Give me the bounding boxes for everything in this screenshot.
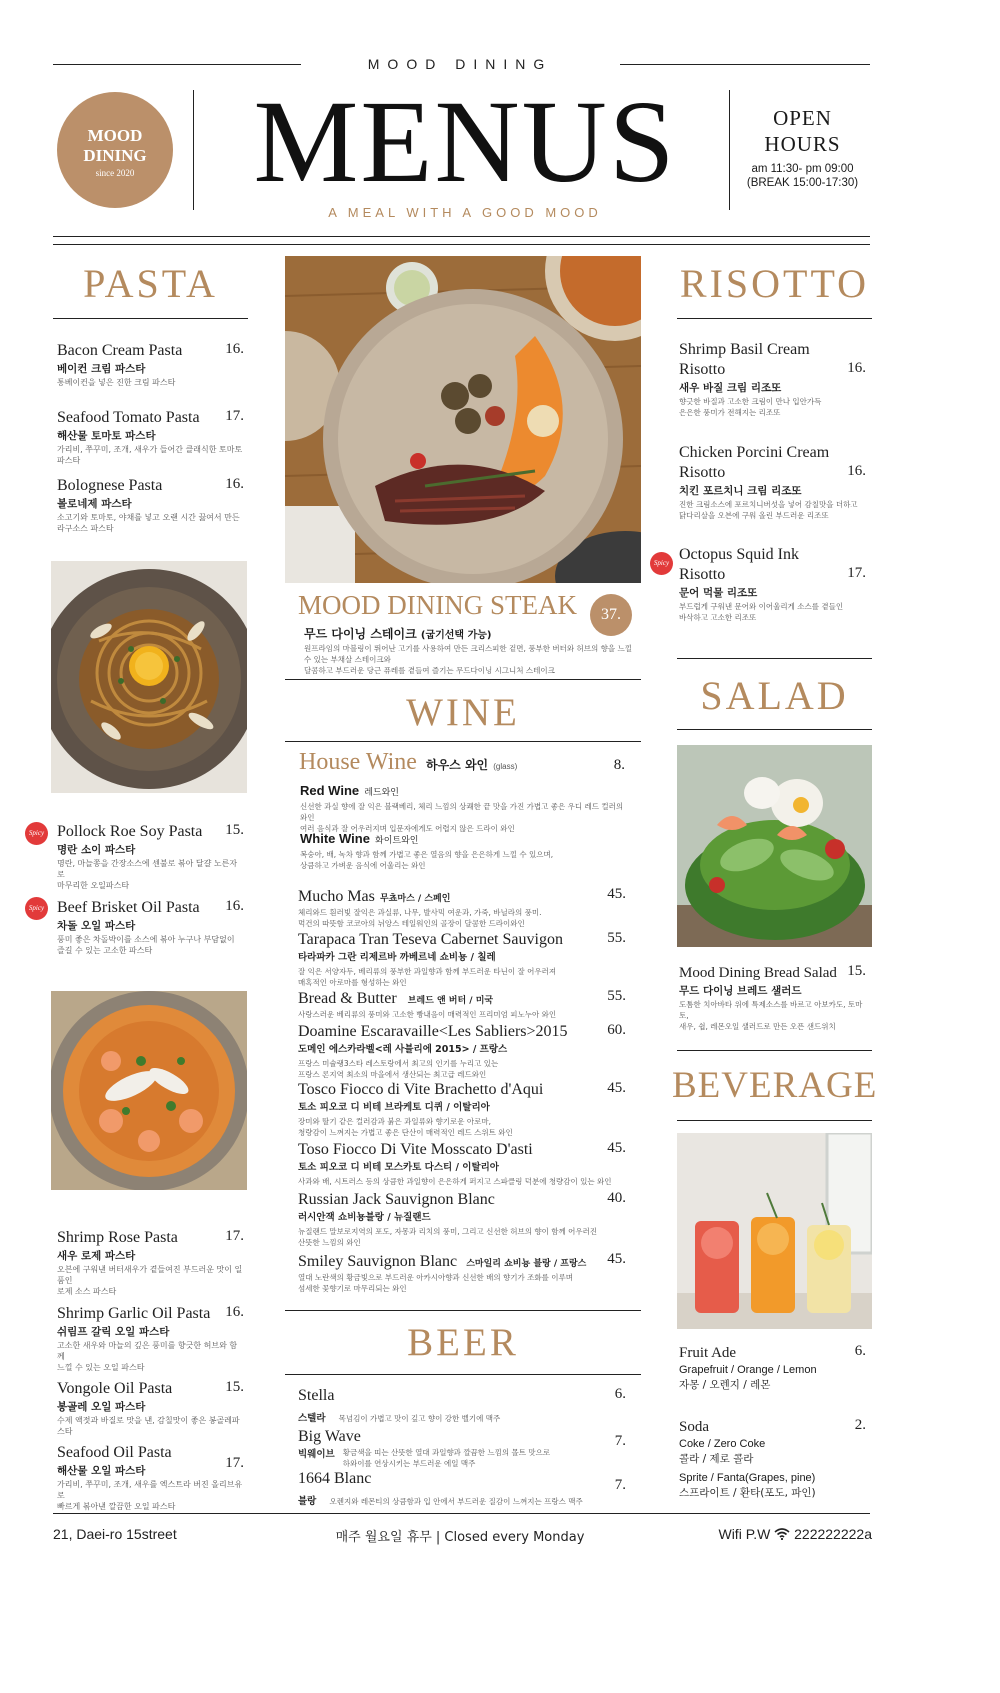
item-sub: Sprite / Fanta(Grapes, pine) xyxy=(679,1472,816,1484)
spicy-badge: Spicy xyxy=(650,552,673,575)
item-desc: 목넘김이 가볍고 맛이 깊고 향이 강한 벨기에 맥주 xyxy=(338,1414,501,1423)
item-name-ko: 새우 바질 크림 리조또 xyxy=(679,382,782,394)
beverage-photo xyxy=(677,1133,872,1329)
item-name-ko: 브레드 앤 버터 / 미국 xyxy=(407,996,494,1006)
wine-item-6 xyxy=(298,1140,626,1187)
wine-title: WINE xyxy=(406,691,520,734)
item-desc: 진한 크림소스에 포르치니버섯을 넣어 감칠맛을 더하고 닭다리살을 오븐에 구워 올린 부드러운 리조또 xyxy=(679,500,858,520)
item-price: 15. xyxy=(225,822,244,838)
fruit-ade-item xyxy=(679,1343,866,1393)
wine-item-5 xyxy=(298,1080,626,1138)
item-name: Pollock Roe Soy Pasta xyxy=(57,823,203,840)
spicy-badge: Spicy xyxy=(25,897,48,920)
item-desc: 가리비, 쭈꾸미, 조개, 새우가 들어간 클래식한 토마토 파스타 xyxy=(57,445,243,465)
wifi-icon xyxy=(774,1527,790,1543)
steak-price: 37. xyxy=(601,606,621,623)
item-price: 16. xyxy=(225,341,244,357)
red-wine-desc: 신선한 과실 향에 잘 익은 블랙베리, 체리 느낌의 상쾌한 끝 맛을 가진 가볍고 좋은 우디 레드 컬러의 와인 여러 음식과 잘 어우러지며 입문자에게도 어렵지 않은 드라이 와인 xyxy=(300,802,624,833)
item-name-ko: 무쵸마스 / 스페인 xyxy=(379,894,451,904)
open-line1: OPEN xyxy=(773,106,832,130)
item-name-ko: 해산물 토마토 파스타 xyxy=(57,430,156,442)
item-name: Bread & Butter xyxy=(298,990,397,1007)
item-name-ko: 새우 로제 파스타 xyxy=(57,1250,136,1262)
steak-title: MOOD DINING STEAK xyxy=(298,590,577,620)
wine-item-3 xyxy=(298,988,626,1020)
item-name-ko: 해산물 오일 파스타 xyxy=(57,1465,146,1477)
item-desc: 잘 익은 서양자두, 베리류의 풍부한 과일향과 함께 부드러운 타닌이 잘 어우러져 매혹적인 아로마를 형성하는 와인 xyxy=(298,967,557,987)
badge-line2: DINING xyxy=(83,146,147,165)
item-name: Russian Jack Sauvignon Blanc xyxy=(298,1191,495,1208)
house-wine-en: House Wine xyxy=(299,749,417,775)
item-name-ko: 스마일리 쇼비뇽 블랑 / 프랑스 xyxy=(466,1259,587,1269)
footer-closed: 매주 월요일 휴무 | Closed every Monday xyxy=(335,1530,585,1545)
open-line2: HOURS xyxy=(764,132,841,156)
pasta-item-9 xyxy=(57,1443,244,1512)
page-title: MENUS xyxy=(253,76,677,207)
item-name-ko: 토소 피오코 디 비테 브라케토 디퀴 / 이탈리아 xyxy=(298,1102,490,1113)
item-name: Smiley Sauvignon Blanc xyxy=(298,1253,458,1270)
item-name: Bolognese Pasta xyxy=(57,477,163,494)
soda-item xyxy=(679,1417,866,1501)
beer-item-3 xyxy=(298,1469,626,1510)
item-name-ko: 콜라 / 제로 콜라 xyxy=(679,1453,754,1465)
wine-item-2 xyxy=(298,930,626,988)
salad-photo xyxy=(677,745,872,947)
pasta-photo-2 xyxy=(51,991,247,1190)
item-name: Seafood Oil Pasta xyxy=(57,1444,172,1461)
item-price: 17. xyxy=(847,565,866,581)
item-desc: 풍미 좋은 차돌박이를 소스에 볶아 누구나 부담없이 즐길 수 있는 고소한 파스타 xyxy=(57,935,235,955)
item-name-ko: 베이컨 크림 파스타 xyxy=(57,363,146,375)
pasta-item-4 xyxy=(57,822,244,891)
item-price: 15. xyxy=(847,963,866,979)
item-desc: 프랑스 미슐랭3스타 레스토랑에서 최고의 인기를 누리고 있는 프랑스 론지역 최소의 마을에서 생산되는 최고급 레드와인 xyxy=(298,1059,499,1079)
item-desc: 명란, 마늘쫑을 간장소스에 센불로 볶아 달걀 노른자로 마무리한 오일파스타 xyxy=(57,859,238,890)
item-price: 40. xyxy=(607,1190,626,1206)
item-name-ko: 치킨 포르치니 크림 리조또 xyxy=(679,485,802,497)
house-wine-ko: 하우스 와인 xyxy=(426,758,489,772)
item-desc: 체리와드 흰러빛 잘익은 과실류, 나무, 발사믹 여운과, 가죽, 바닐라의 풍미. 먹건의 따뜻함 코코아의 뉘앙스 테일워인의 골장이 달콤한 드라이와인 xyxy=(298,908,542,928)
item-name-line2: Risotto xyxy=(679,361,726,378)
footer-wifi xyxy=(700,1526,872,1543)
item-name-ko: 스텔라 xyxy=(298,1413,326,1424)
item-name-ko: 도메인 에스카라벨<레 사블리에 2015> / 프랑스 xyxy=(298,1044,508,1055)
pasta-item-8 xyxy=(57,1379,244,1437)
pasta-item-3 xyxy=(57,476,244,534)
item-price: 17. xyxy=(225,1228,244,1244)
item-name: Bacon Cream Pasta xyxy=(57,342,183,359)
pasta-item-5 xyxy=(57,898,244,956)
item-name-ko: 문어 먹물 리조또 xyxy=(679,587,758,599)
pasta-item-7 xyxy=(57,1304,244,1373)
item-name: Mucho Mas xyxy=(298,888,375,905)
red-wine xyxy=(300,780,630,834)
item-name: Toso Fiocco Di Vite Mosscato D'asti xyxy=(298,1141,533,1158)
item-name-line2: Risotto xyxy=(679,566,726,583)
item-name: Shrimp Garlic Oil Pasta xyxy=(57,1305,211,1322)
item-desc: 오렌지와 레몬티의 상큼함과 입 안에서 부드러운 질감이 느껴지는 프랑스 맥주 xyxy=(329,1497,583,1506)
item-desc: 도톰한 치아바타 위에 특제소스를 바르고 아보카도, 토마토, 새우, 쉽, 레몬오일 샐러드로 만든 오픈 샌드위치 xyxy=(679,1000,863,1031)
open-hours xyxy=(735,105,870,189)
wine-item-1 xyxy=(298,886,626,929)
item-price: 45. xyxy=(607,886,626,902)
item-name: Stella xyxy=(298,1387,335,1404)
item-name-ko: 봉골레 오일 파스타 xyxy=(57,1401,146,1413)
item-name-line2: Risotto xyxy=(679,464,726,481)
item-price: 16. xyxy=(847,360,866,376)
item-price: 7. xyxy=(614,1477,626,1493)
item-name-ko: 러시안잭 쇼비뇽블랑 / 뉴질랜드 xyxy=(298,1212,431,1223)
item-name: Mood Dining Bread Salad xyxy=(679,965,837,981)
salad-item xyxy=(679,963,868,1032)
item-price: 15. xyxy=(225,1379,244,1395)
risotto-title: RISOTTO xyxy=(679,261,870,306)
brand-badge xyxy=(57,92,173,208)
beverage-title: BEVERAGE xyxy=(672,1065,878,1106)
item-name-ko: 스프라이트 / 환타(포도, 파인) xyxy=(679,1487,816,1499)
item-desc: 사과와 배, 시트러스 등의 상큼한 과일향이 은은하게 퍼지고 스파클링 덕분에 청량감이 있는 와인 xyxy=(298,1177,612,1186)
footer-address: 21, Daei-ro 15street xyxy=(53,1526,177,1542)
item-name: Chicken Porcini Cream xyxy=(679,444,830,461)
item-price: 45. xyxy=(607,1080,626,1096)
item-desc: 열대 노란색의 황금빛으로 부드러운 아카시아향과 신선한 배의 향기가 조화를 이루며 섬세한 꽃향기로 마무리되는 와인 xyxy=(298,1273,574,1293)
item-price: 17. xyxy=(225,408,244,424)
item-desc: 뉴질랜드 말보로지역의 포도, 자몽과 리치의 풍미, 그리고 신선한 허브의 향이 함께 어우러진 산뜻한 느낌의 와인 xyxy=(298,1227,598,1247)
risotto-item-1 xyxy=(679,340,866,418)
item-name-ko: 쉬림프 갈릭 오일 파스타 xyxy=(57,1326,170,1338)
item-name-ko: 명란 소이 파스타 xyxy=(57,844,136,856)
beer-item-1 xyxy=(298,1386,626,1427)
house-wine-price: 8. xyxy=(613,757,625,773)
tagline: A MEAL WITH A GOOD MOOD xyxy=(328,205,602,220)
top-label: MOOD DINING xyxy=(367,56,553,72)
item-price: 16. xyxy=(225,898,244,914)
item-price: 60. xyxy=(607,1022,626,1038)
beer-title: BEER xyxy=(407,1321,519,1364)
steak-photo xyxy=(285,256,641,583)
item-desc: 장미와 딸기 같은 컬러감과 붉은 과일류와 향기로운 아로마, 청량감이 느껴지는 가볍고 좋은 단산이 매력적인 레드 스위트 와인 xyxy=(298,1117,513,1137)
item-name: Shrimp Rose Pasta xyxy=(57,1229,178,1246)
item-price: 7. xyxy=(614,1433,626,1449)
item-name-ko: 토소 피오코 디 비테 모스카토 다스티 / 이탈리아 xyxy=(298,1162,499,1173)
pasta-title: PASTA xyxy=(83,261,218,306)
red-wine-en: Red Wine xyxy=(300,783,360,798)
item-name-ko: 차돌 오일 파스타 xyxy=(57,920,136,932)
item-desc: 오븐에 구워낸 버터새우가 곁들여진 부드러운 맛이 일품인 로제 소스 파스타 xyxy=(57,1265,243,1296)
steak-price-badge xyxy=(590,594,632,636)
risotto-item-3 xyxy=(679,545,866,623)
wifi-label: Wifi P.W xyxy=(718,1526,771,1542)
item-price: 16. xyxy=(847,463,866,479)
wine-item-8 xyxy=(298,1251,626,1294)
item-price: 45. xyxy=(607,1140,626,1156)
steak-ko: 무드 다이닝 스테이크 xyxy=(304,627,417,641)
item-name-ko: 자몽 / 오렌지 / 레몬 xyxy=(679,1379,771,1391)
item-desc: 수제 액젓과 바질로 맛을 낸, 감칠맛이 좋은 봉골레파스타 xyxy=(57,1416,240,1436)
item-sub: Coke / Zero Coke xyxy=(679,1438,766,1450)
item-price: 6. xyxy=(854,1343,866,1359)
item-price: 16. xyxy=(225,1304,244,1320)
item-price: 16. xyxy=(225,476,244,492)
pasta-item-1 xyxy=(57,341,244,388)
steak-ko-suffix: (굽기선택 가능) xyxy=(420,630,492,641)
item-name: Octopus Squid Ink xyxy=(679,546,799,563)
white-wine-ko: 화이트와인 xyxy=(375,836,419,846)
item-desc: 통베이컨을 넣은 진한 크림 파스타 xyxy=(57,378,176,387)
item-price: 45. xyxy=(607,1251,626,1267)
item-name-ko: 빅웨이브 xyxy=(298,1449,335,1460)
item-desc: 사랑스러운 베리류의 풍미와 고소한 빵내음이 매력적인 프리미엄 피노누아 와인 xyxy=(298,1010,557,1019)
item-name: Fruit Ade xyxy=(679,1345,737,1361)
white-wine-desc: 복숭아, 배, 녹차 향과 함께 가볍고 좋은 열음의 향을 은은하게 느낄 수 있으며, 상큼하고 가벼운 음식에 어울리는 와인 xyxy=(300,850,554,870)
white-wine-en: White Wine xyxy=(300,831,370,846)
badge-line1: MOOD xyxy=(87,126,143,145)
item-price: 17. xyxy=(225,1455,244,1471)
pasta-item-2 xyxy=(57,408,244,466)
salad-title: SALAD xyxy=(700,673,849,718)
house-wine-glass: (glass) xyxy=(493,762,518,771)
spicy-badge: Spicy xyxy=(25,822,48,845)
item-desc: 고소한 새우와 마늘의 깊은 풍미를 향긋한 허브와 함께 느낄 수 있는 오일 파스타 xyxy=(57,1341,238,1372)
break-text: (BREAK 15:00-17:30) xyxy=(746,177,859,189)
item-name: Tarapaca Tran Teseva Cabernet Sauvigon xyxy=(298,931,563,948)
item-name: Shrimp Basil Cream xyxy=(679,341,810,358)
risotto-item-2 xyxy=(679,443,866,521)
item-desc: 소고기와 토마토, 야채를 넣고 오랜 시간 끓여서 만든 라구소스 파스타 xyxy=(57,513,240,533)
red-wine-ko: 레드와인 xyxy=(364,788,399,798)
item-name: Doamine Escaravaille<Les Sabliers>2015 xyxy=(298,1023,568,1040)
item-price: 55. xyxy=(607,930,626,946)
pasta-item-6 xyxy=(57,1228,244,1297)
item-name: Beef Brisket Oil Pasta xyxy=(57,899,200,916)
item-name: Tosco Fiocco di Vite Brachetto d'Aqui xyxy=(298,1081,544,1098)
item-name-ko: 블랑 xyxy=(298,1496,317,1507)
item-name: Seafood Tomato Pasta xyxy=(57,409,200,426)
house-wine xyxy=(299,749,625,776)
item-desc: 향긋한 바질과 고소한 크림이 만나 입안가득 은은한 풍미가 전해지는 리조또 xyxy=(679,397,822,417)
item-sub: Grapefruit / Orange / Lemon xyxy=(679,1364,817,1376)
item-name: Vongole Oil Pasta xyxy=(57,1380,173,1397)
pasta-photo-1 xyxy=(51,561,247,793)
item-desc: 가리비, 쭈꾸미, 조개, 새우를 엑스트라 버진 올리브유로 빠르게 볶아낸 깔끔한 오일 파스타 xyxy=(57,1480,243,1511)
item-name: Soda xyxy=(679,1419,709,1435)
steak-name-ko xyxy=(304,625,491,642)
wine-item-4 xyxy=(298,1022,626,1080)
item-price: 2. xyxy=(854,1417,866,1433)
steak-desc: 원프라임의 마블링이 뛰어난 고기를 사용하여 만든 크리스피한 겉면, 풍부한 버터와 허브의 향을 느낄 수 있는 부채살 스테이크와 달콤하고 부드러운 당근 퓨레를 곁들여 즐기는 무드다이닝 시그니처 스테이크 xyxy=(304,644,633,675)
item-name-ko: 볼로네제 파스타 xyxy=(57,498,132,510)
white-wine xyxy=(300,828,630,871)
item-price: 6. xyxy=(614,1386,626,1402)
item-name-ko: 무드 다이닝 브레드 샐러드 xyxy=(679,985,802,997)
hours-text: am 11:30- pm 09:00 xyxy=(751,163,854,175)
item-price: 55. xyxy=(607,988,626,1004)
item-name: Big Wave xyxy=(298,1428,361,1445)
item-name-ko: 타라파카 그란 리제르바 까베르네 쇼비뇽 / 칠레 xyxy=(298,952,496,963)
beer-item-2 xyxy=(298,1427,626,1469)
wine-item-7 xyxy=(298,1190,626,1248)
item-desc: 황금색을 띠는 산뜻한 열대 과일향과 깔끔한 느낌의 몰트 맛으로 하와이를 연상시키는 부드러운 에일 맥주 xyxy=(342,1448,551,1468)
item-desc: 부드럽게 구워낸 문어와 이어울리게 소스를 곁들인 바삭하고 고소한 리조또 xyxy=(679,602,844,622)
badge-since: since 2020 xyxy=(95,168,135,178)
item-name: 1664 Blanc xyxy=(298,1470,372,1487)
wifi-password: 222222222a xyxy=(794,1526,872,1542)
